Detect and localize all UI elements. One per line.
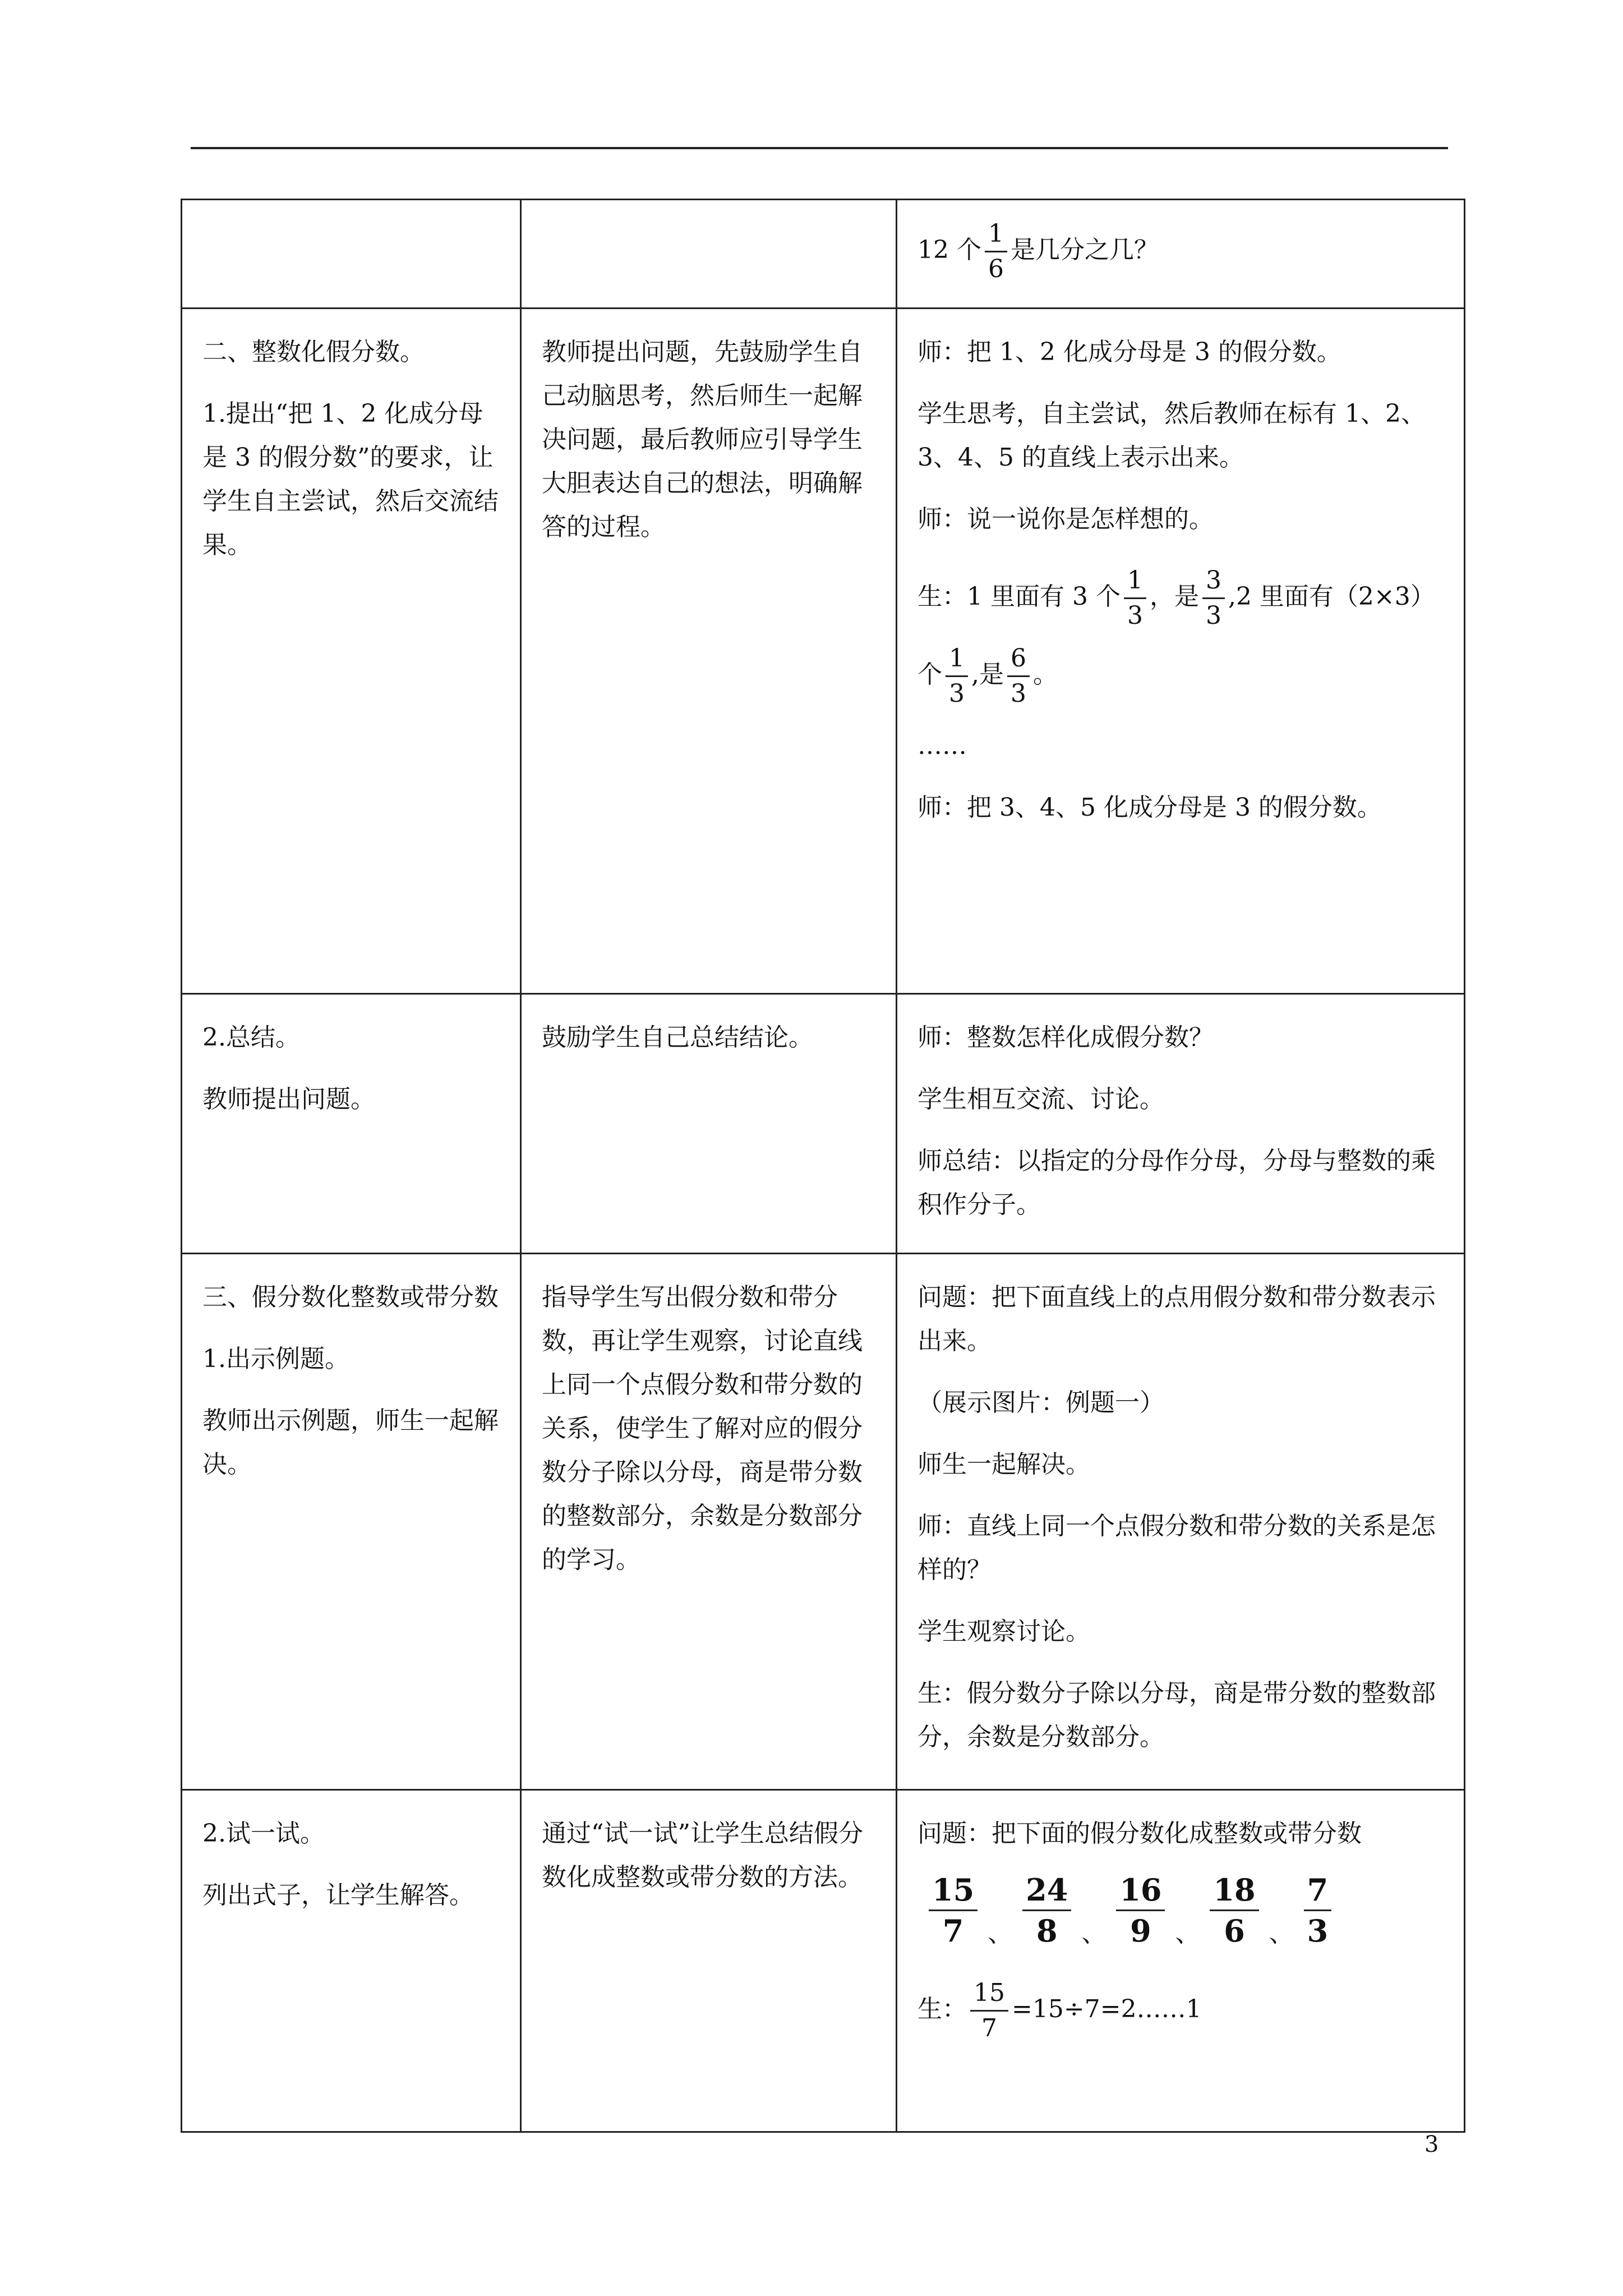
step-heading: 1.出示例题。 [202, 1345, 349, 1373]
intent-text: 指导学生写出假分数和带分数，再让学生观察，讨论直线上同一个点假分数和带分数的关系，使学生了解对应的假分数分子除以分母，商是带分数的整数部分，余数是分数部分的学习。 [542, 1283, 863, 1574]
dialogue-line: 师：把 1、2 化成分母是 3 的假分数。 [917, 338, 1341, 366]
step-heading: 2.试一试。 [202, 1819, 325, 1848]
step-heading: 2.总结。 [202, 1023, 300, 1052]
cell-step [182, 309, 521, 994]
dialogue-line: 学生思考，自主尝试，然后教师在标有 1、2、3、4、5 的直线上表示出来。 [917, 399, 1426, 472]
fraction: $\frac{1}{3}$ [946, 646, 968, 706]
fraction: $\frac{1}{6}$ [985, 222, 1007, 282]
fraction: $\frac{15}{7}$ [970, 1981, 1008, 2041]
fraction: $\frac{6}{3}$ [1007, 646, 1030, 706]
dialogue-line: 学生观察讨论。 [917, 1617, 1090, 1646]
question-line: 12 个 $\frac{1}{6}$ 是几分之几？ [917, 219, 1159, 283]
fraction: $\frac{15}{7}$ [929, 1875, 978, 1946]
dialogue-line: 个 $\frac{1}{3}$ ,是 $\frac{6}{3}$ 。 [917, 644, 1058, 708]
fraction: $\frac{18}{6}$ [1210, 1875, 1258, 1946]
dialogue-line: 师总结：以指定的分母作分母，分母与整数的乘积作分子。 [917, 1147, 1436, 1219]
separator: 、 [988, 1919, 1013, 1948]
lesson-plan-table [181, 199, 1465, 2133]
cell-empty [521, 200, 897, 309]
dialogue-line: 生：假分数分子除以分母，商是带分数的整数部分，余数是分数部分。 [917, 1679, 1436, 1751]
cell-intent [521, 1790, 897, 2132]
dialogue-line: 生：1 里面有 3 个 $\frac{1}{3}$ ，是 $\frac{3}{3}$ ,2 里面有（2×3） [917, 566, 1435, 630]
cell-process [897, 309, 1465, 994]
step-text: 教师出示例题，师生一起解决。 [202, 1406, 499, 1479]
dialogue-line: 师：把 3、4、5 化成分母是 3 的假分数。 [917, 793, 1382, 822]
step-text: 1.提出“把 1、2 化成分母是 3 的假分数”的要求，让学生自主尝试，然后交流结果。 [202, 399, 499, 559]
dialogue-line: （展示图片：例题一） [917, 1388, 1164, 1417]
cell-intent [521, 1254, 897, 1790]
separator: 、 [1269, 1919, 1294, 1948]
table-row [182, 1790, 1465, 2132]
cell-step [182, 994, 521, 1254]
answer-line: 生： $\frac{15}{7}$ =15÷7=2……1 [917, 1978, 1202, 2042]
dialogue-line: 问题：把下面直线上的点用假分数和带分数表示出来。 [917, 1283, 1436, 1355]
separator: 、 [1081, 1919, 1106, 1948]
fraction: $\frac{24}{8}$ [1022, 1875, 1071, 1946]
fraction: $\frac{16}{9}$ [1116, 1875, 1165, 1946]
cell-empty [182, 200, 521, 309]
intent-text: 鼓励学生自己总结结论。 [542, 1023, 813, 1052]
dialogue-line: 师：说一说你是怎样想的。 [917, 505, 1214, 533]
table-row [182, 200, 1465, 309]
cell-process [897, 994, 1465, 1254]
section-heading: 二、整数化假分数。 [202, 338, 425, 366]
page-number: 3 [1424, 2132, 1439, 2157]
fraction: $\frac{3}{3}$ [1202, 568, 1225, 628]
cell-step [182, 1790, 521, 2132]
intent-text: 教师提出问题，先鼓励学生自己动脑思考，然后师生一起解决问题，最后教师应引导学生大胆表达自己的想法，明确解答的过程。 [542, 338, 863, 541]
fraction-list [923, 1872, 1449, 1949]
dialogue-line: 问题：把下面的假分数化成整数或带分数 [917, 1819, 1362, 1848]
ellipsis-line: …… [917, 731, 967, 760]
cell-process [897, 1254, 1465, 1790]
dialogue-line: 师生一起解决。 [917, 1450, 1090, 1479]
step-text: 列出式子，让学生解答。 [202, 1881, 474, 1910]
dialogue-line: 学生相互交流、讨论。 [917, 1085, 1164, 1114]
cell-intent [521, 994, 897, 1254]
fraction: $\frac{1}{3}$ [1124, 568, 1146, 628]
cell-intent [521, 309, 897, 994]
cell-process [897, 1790, 1465, 2132]
fraction: $\frac{7}{3}$ [1304, 1875, 1332, 1946]
cell-process [897, 200, 1465, 309]
table-row [182, 1254, 1465, 1790]
cell-step [182, 1254, 521, 1790]
section-heading: 三、假分数化整数或带分数 [202, 1283, 499, 1312]
dialogue-line: 师：直线上同一个点假分数和带分数的关系是怎样的？ [917, 1512, 1436, 1584]
header-rule [191, 147, 1448, 149]
intent-text: 通过“试一试”让学生总结假分数化成整数或带分数的方法。 [542, 1819, 863, 1892]
step-text: 教师提出问题。 [202, 1085, 375, 1114]
dialogue-line: 师：整数怎样化成假分数？ [917, 1023, 1214, 1052]
table-row [182, 309, 1465, 994]
separator: 、 [1175, 1919, 1200, 1948]
table-row [182, 994, 1465, 1254]
